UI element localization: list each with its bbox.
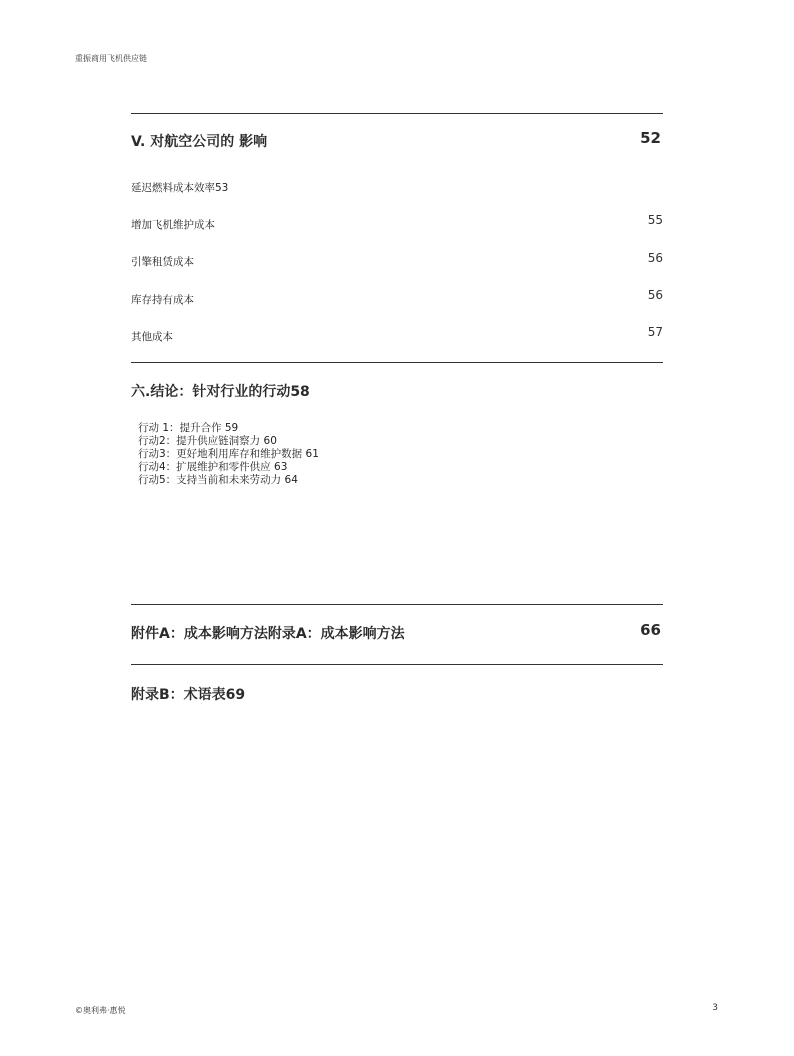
toc-entry[interactable]: 库存持有成本 <box>131 294 194 306</box>
toc-entry-page: 55 <box>647 213 663 227</box>
page-number: 3 <box>712 1003 718 1013</box>
running-header: 重振商用飞机供应链 <box>75 54 147 63</box>
action-list <box>138 422 319 487</box>
appendix-a-title[interactable]: 附件A：成本影响方法附录A：成本影响方法 <box>131 626 405 642</box>
action-item[interactable]: 行动2：提升供应链洞察力 60 <box>138 435 277 447</box>
divider <box>131 664 663 665</box>
toc-entry[interactable]: 增加飞机维护成本 <box>131 219 215 231</box>
divider <box>131 604 663 605</box>
toc-entry[interactable]: 延迟燃料成本效率53 <box>131 182 229 194</box>
section-title[interactable]: V. 对航空公司的 影响 <box>131 134 268 150</box>
appendix-a-page-number: 66 <box>640 621 661 639</box>
toc-entry-page: 57 <box>647 325 663 339</box>
action-item[interactable]: 行动5：支持当前和未来劳动力 64 <box>138 474 298 486</box>
action-item[interactable]: 行动 1：提升合作 59 <box>138 422 239 434</box>
divider <box>131 113 663 114</box>
copyright: ©奥利弗·惠悦 <box>75 1006 126 1015</box>
toc-entry-page: 56 <box>647 288 663 302</box>
action-item[interactable]: 行动3：更好地利用库存和维护数据 61 <box>138 448 319 460</box>
appendix-b-title[interactable]: 附录B：术语表69 <box>131 687 246 703</box>
action-item[interactable]: 行动4：扩展维护和零件供应 63 <box>138 461 288 473</box>
section-page-number: 52 <box>640 129 661 147</box>
toc-entry[interactable]: 其他成本 <box>131 331 173 343</box>
section-title[interactable]: 六.结论：针对行业的行动58 <box>131 384 310 400</box>
divider <box>131 362 663 363</box>
toc-entry-page: 56 <box>647 251 663 265</box>
toc-entry[interactable]: 引擎租赁成本 <box>131 256 194 268</box>
